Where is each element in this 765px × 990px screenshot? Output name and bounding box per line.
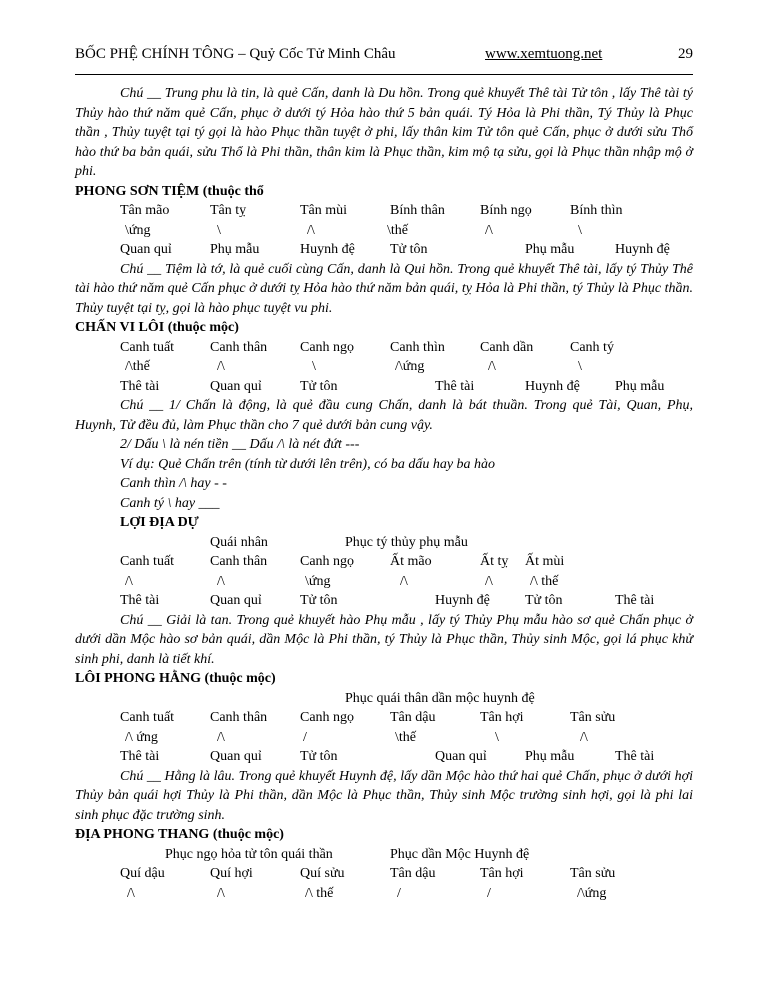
hao-row [75, 201, 693, 221]
hao-label: Canh thân [210, 710, 268, 725]
hao-label: Tân dậu [390, 710, 436, 725]
page-number: 29 [678, 46, 693, 62]
line-mark: /\ [125, 573, 133, 589]
line-mark: / [397, 885, 401, 901]
commentary-paragraph: Chú __ Hằng là lâu. Trong quẻ khuyết Huynh đệ, lấy dần Mộc hào thứ hai quẻ Chấn, phục ở dưới hợi Thủy bản quái hợi Thủy là Phi thần, dần Mộc là Phục thần, Thủy sinh Mộc trường sinh hợi, gọi là phi lai sinh phục đặc trường sinh. [75, 768, 693, 823]
relation-label: Tử tôn [300, 749, 338, 764]
line-mark: \ [217, 222, 221, 238]
line-mark: /\ [217, 729, 225, 745]
note-line: Ví dụ: Quẻ Chấn trên (tính từ dưới lên trên), có ba dấu hay ba hào [120, 456, 496, 472]
relation-label: Tử tôn [300, 378, 338, 394]
relation-label: Phụ mẫu [210, 242, 260, 257]
line-mark-row [75, 884, 693, 904]
page-header [75, 46, 693, 66]
header-divider [75, 74, 693, 75]
relation-label: Thê tài [120, 749, 160, 764]
hexagram-title: CHẤN VI LÔI (thuộc mộc) [75, 320, 239, 335]
hao-label: Canh tý [570, 339, 614, 355]
hexagram-title: PHONG SƠN TIỆM (thuộc thổ [75, 183, 264, 199]
hao-label: Tân hợi [480, 710, 524, 725]
line-mark: \thế [395, 729, 416, 745]
line-mark: \ [578, 359, 582, 374]
line-mark: /\ [485, 222, 493, 238]
relation-label: Thê tài [615, 749, 655, 764]
hao-label: Canh thân [210, 339, 268, 355]
hao-label: Canh thân [210, 554, 268, 569]
hao-label: Canh tuất [120, 339, 175, 355]
hao-label: Ất mùi [525, 554, 565, 569]
line-mark-row [75, 572, 693, 592]
line-mark: /\ứng [395, 359, 425, 374]
relation-row [75, 240, 693, 260]
hao-label: Canh ngọ [300, 710, 355, 725]
line-mark: /\ ứng [125, 729, 158, 745]
hao-label: Ất tỵ [480, 554, 509, 569]
hao-label: Tân dậu [390, 866, 436, 881]
hao-label: Tân hợi [480, 866, 524, 881]
relation-label: Quan quỉ [435, 749, 487, 764]
line-mark: /\ [307, 222, 315, 238]
book-title: BỐC PHỆ CHÍNH TÔNG – Quỷ Cốc Tử Minh Châu [75, 46, 396, 62]
relation-row [75, 747, 693, 767]
hao-label: Canh thìn [390, 339, 445, 355]
page-body [75, 84, 693, 903]
phuc-row [75, 533, 693, 553]
relation-label: Tử tôn [390, 242, 428, 257]
line-mark-row [75, 357, 693, 377]
relation-label: Quan quỉ [210, 378, 262, 394]
hexagram-title: ĐỊA PHONG THANG (thuộc mộc) [75, 827, 284, 842]
line-mark: \ [578, 222, 582, 238]
phuc-label: Phục ngọ hỏa tử tôn quái thần [165, 846, 333, 862]
line-mark: /\ [580, 729, 588, 745]
line-mark-row [75, 728, 693, 748]
hao-label: Canh dần [480, 339, 534, 355]
hao-row [75, 864, 693, 884]
line-mark: \ [495, 729, 499, 745]
commentary-paragraph: Chú __ Tiệm là tớ, là quẻ cuối cùng Cấn, danh là Qui hồn. Trong quẻ khuyết Thê tài, lấy tý Thủy Thê tài hào thứ năm quẻ Cấn phục ở dưới tỵ Hỏa hào thứ năm bản quái, tỵ Hỏa là Phi thần, tý Thủy là Phục thần. Thủy tuyệt tại tỵ, gọi là hào phục tuyệt vu phi. [75, 261, 693, 316]
relation-label: Huynh đệ [525, 378, 580, 394]
relation-label: Thê tài [120, 378, 160, 394]
line-mark: / [303, 729, 307, 745]
line-mark-row [75, 221, 693, 241]
line-mark: /\ [127, 885, 135, 901]
relation-label: Quan quỉ [120, 242, 172, 257]
line-mark: /\ thế [530, 573, 559, 589]
line-mark: /\ứng [577, 885, 607, 901]
note-line: Canh thìn /\ hay - - [120, 476, 227, 491]
hao-label: Bính thân [390, 203, 445, 218]
relation-label: Thê tài [120, 593, 160, 608]
commentary-paragraph: Chú __ Trung phu là tin, là quẻ Cấn, danh là Du hồn. Trong quẻ khuyết Thê tài Tử tôn , lấy Thê tài tý Thủy hào thứ năm quẻ Cấn, phục ở dưới tý Hỏa hào thứ 5 bản quái. Tý Hỏa là Phi thần, Tý Thủy là Phục thần , Thủy tuyệt tại tý gọi là hào Phục thần tuyệt ở phi, lấy thân kim Tử tôn quẻ Cấn, phục ở dưới sửu Thổ hào thứ ba bản quái, sửu Thổ là Phi thần, thân kim là Phục thần, kim mộ tạ sửu, gọi là Phục thần nhập mộ ở phi. [75, 86, 693, 179]
phuc-label: Phục quái thân dần mộc huynh đệ [345, 690, 535, 706]
line-mark: /\ [217, 885, 225, 901]
relation-row [75, 591, 693, 611]
hexagram-title: LỢI ĐỊA DỰ [120, 515, 199, 530]
hao-label: Quí hợi [210, 866, 253, 881]
relation-label: Huynh đệ [615, 242, 670, 257]
hao-row [75, 708, 693, 728]
relation-label: Phụ mẫu [615, 378, 665, 394]
hao-row [75, 552, 693, 572]
hao-label: Canh tuất [120, 710, 175, 725]
relation-label: Tử tôn [525, 593, 563, 608]
phuc-label: Phục tý thủy phụ mẫu [345, 534, 468, 550]
line-mark: /\ thế [305, 885, 334, 901]
phuc-row [75, 689, 693, 709]
phuc-label: Phục dần Mộc Huynh đệ [390, 846, 530, 862]
line-mark: /\ [400, 573, 408, 589]
line-mark: /\thế [125, 359, 150, 374]
hao-label: Canh ngọ [300, 339, 355, 355]
hao-label: Quí sửu [300, 866, 345, 881]
hao-label: Bính ngọ [480, 203, 532, 218]
hao-label: Tân mão [120, 203, 170, 218]
hao-label: Quí dậu [120, 866, 165, 881]
hao-label: Tân tỵ [210, 203, 247, 218]
relation-label: Thê tài [615, 593, 655, 608]
line-mark: / [487, 885, 491, 901]
relation-label: Huynh đệ [435, 593, 490, 608]
line-mark: /\ [485, 573, 493, 589]
line-mark: \ [312, 359, 316, 374]
relation-label: Tử tôn [300, 593, 338, 608]
hao-label: Canh ngọ [300, 554, 355, 569]
hao-label: Tân mùi [300, 203, 348, 218]
hexagram-title: LÔI PHONG HẰNG (thuộc mộc) [75, 671, 276, 686]
relation-label: Quan quỉ [210, 593, 262, 608]
relation-label: Phụ mẫu [525, 242, 575, 257]
line-mark: \thế [387, 222, 408, 238]
hao-label: Tân sửu [570, 866, 616, 881]
hao-label: Tân sửu [570, 710, 616, 725]
note-line: Canh tý \ hay ___ [120, 495, 220, 511]
note-line: 2/ Dấu \ là nén tiền __ Dấu /\ là nét đứt --- [120, 437, 360, 452]
phuc-row [75, 845, 693, 865]
commentary-paragraph: Chú __ 1/ Chấn là động, là quẻ đầu cung Chấn, danh là bát thuần. Trong quẻ Tài, Quan, Phụ, Huynh, Tử đều đủ, làm Phục thần cho 7 quẻ dưới bản cung vậy. [75, 398, 693, 433]
relation-label: Phụ mẫu [525, 749, 575, 764]
phuc-label: Quái nhân [210, 534, 268, 550]
website-link[interactable]: www.xemtuong.net [485, 46, 603, 62]
hao-label: Canh tuất [120, 554, 175, 569]
relation-label: Quan quỉ [210, 749, 262, 764]
line-mark: /\ [217, 359, 225, 374]
relation-label: Thê tài [435, 378, 475, 394]
hao-row [75, 338, 693, 358]
line-mark: \ứng [125, 222, 151, 238]
relation-label: Huynh đệ [300, 242, 355, 257]
line-mark: /\ [217, 573, 225, 589]
commentary-paragraph: Chú __ Giải là tan. Trong quẻ khuyết hào Phụ mẫu , lấy tý Thủy Phụ mẫu hào sơ quẻ Chấn phục ở dưới dần Mộc hào sơ bản quái, dần Mộc là Phi thần, tý Thủy là Phục thần, Thủy sinh Mộc, gọi lá phục khử sinh phi, danh là tiết khí. [75, 612, 693, 667]
relation-row [75, 377, 693, 397]
line-mark: /\ [488, 359, 496, 374]
line-mark: \ứng [305, 573, 331, 589]
hao-label: Ất mão [390, 554, 432, 569]
hao-label: Bính thìn [570, 203, 623, 218]
